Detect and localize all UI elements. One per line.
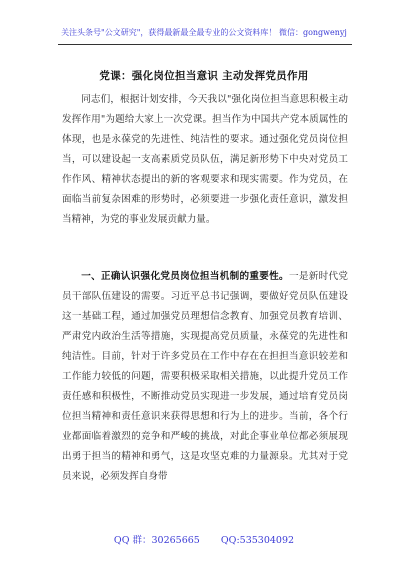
qq-group-number: QQ 群：30265665 bbox=[113, 535, 200, 546]
section-heading: 一、正确认识强化党员岗位担当机制的重要性。 bbox=[81, 271, 289, 282]
footer-contact bbox=[0, 532, 408, 546]
header-notice: 关注头条号"公文研究"，获得最新最全最专业的公文资料库！ 微信：gongwenyj bbox=[61, 28, 347, 37]
qq-number: QQ:535304092 bbox=[220, 535, 295, 546]
document-title: 党课：强化岗位担当意识 主动发挥党员作用 bbox=[99, 70, 309, 82]
paragraph-intro: 同志们，根据计划安排，今天我以"强化岗位担当意思积极主动发挥作用"为题给大家上一次党课。担当作为中国共产党本质属性的体现，也是永葆党的先进性、纯洁性的要求。通过强化党员岗位担当，可以建设起一支高素质党员队伍，满足新形势下中央对党员工作作风、精神状态提出的新的客观要求和现实需要。作为党员，在面临当前复杂困难的形势时，必须要进一步强化责任意识，激发担当精神，为党的事业发展贡献力量。 bbox=[62, 94, 348, 225]
paragraph-section-one bbox=[62, 267, 348, 487]
header-divider bbox=[58, 44, 352, 45]
section-body-text: 一是新时代党员干部队伍建设的需要。习近平总书记强调，要做好党员队伍建设这一基础工程，通过加强党员理想信念教育、加强党员教育培训、严肃党内政治生活等措施，实现提高党员质量，永葆党的先进性和纯洁性。目前，针对于许多党员在工作中存在在担担当意识较差和工作能力较低的问题，需要积极采取相关措施，以此提升党员工作责任感和积极性，不断推动党员实现进一步发展，通过培育党员岗位担当精神和责任意识来获得思想和行为上的进步。当前，各个行业都面临着激烈的竞争和严峻的挑战，对此企事业单位都必须展现出勇于担当的精神和勇气，这是攻坚克难的力量源泉。尤其对于党员来说，必须发挥自身带 bbox=[62, 271, 349, 482]
